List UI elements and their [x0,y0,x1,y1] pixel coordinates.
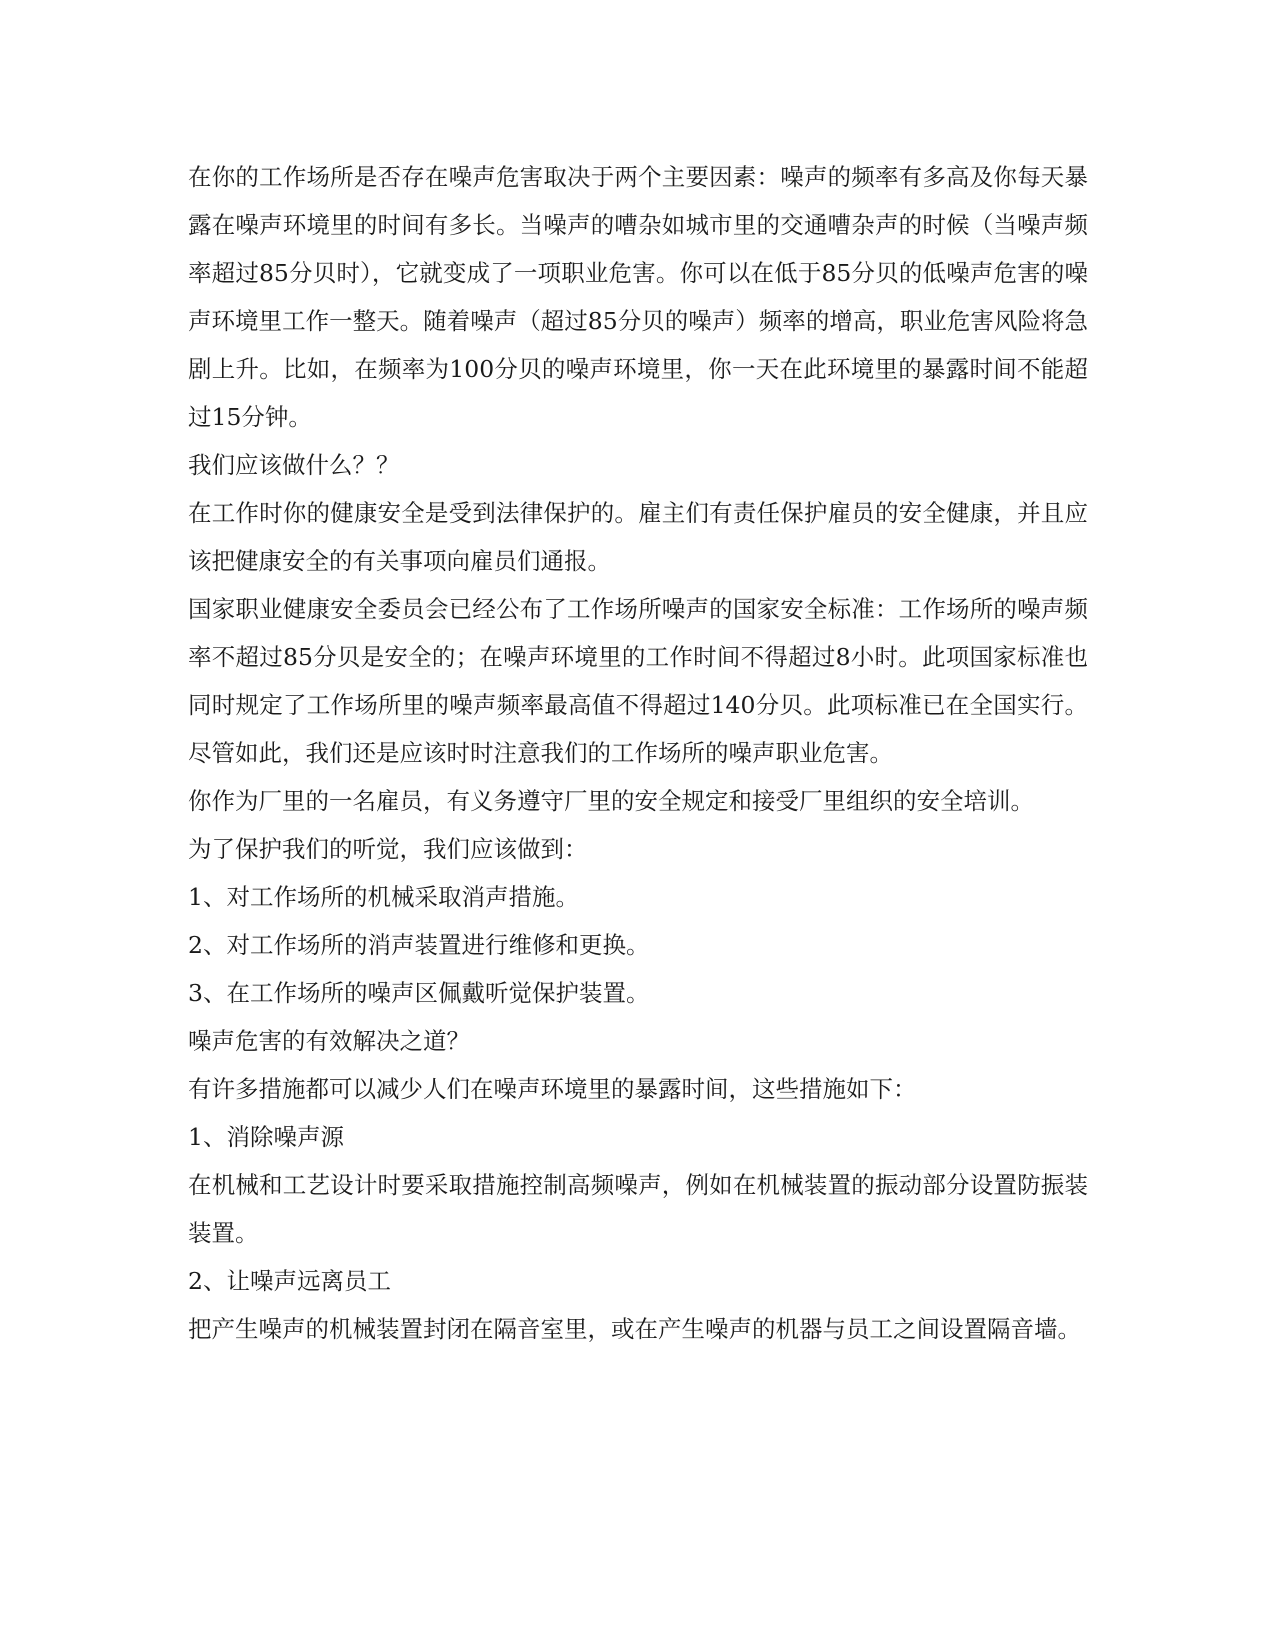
paragraph-legal-protection: 在工作时你的健康安全是受到法律保护的。雇主们有责任保护雇员的安全健康，并且应该把健康安全的有关事项向雇员们通报。 [188,499,1088,575]
document-body [188,153,1088,1353]
heading-effective-solution: 噪声危害的有效解决之道？ [188,1027,470,1055]
paragraph-national-standard: 国家职业健康安全委员会已经公布了工作场所噪声的国家安全标准：工作场所的噪声频率不超过85分贝是安全的；在噪声环境里的工作时间不得超过8小时。此项国家标准也同时规定了工作场所里的噪声频率最高值不得超过140分贝。此项标准已在全国实行。尽管如此，我们还是应该时时注意我们的工作场所的噪声职业危害。 [188,595,1088,767]
measure-heading-1: 1、消除噪声源 [188,1123,344,1151]
paragraph-measures-intro: 有许多措施都可以减少人们在噪声环境里的暴露时间，这些措施如下： [188,1075,917,1103]
paragraph-employee-duty: 你作为厂里的一名雇员，有义务遵守厂里的安全规定和接受厂里组织的安全培训。 [188,787,1034,815]
paragraph-protect-hearing-intro: 为了保护我们的听觉，我们应该做到： [188,835,588,863]
list-item-2: 2、对工作场所的消声装置进行维修和更换。 [188,931,650,959]
list-item-3: 3、在工作场所的噪声区佩戴听觉保护装置。 [188,979,650,1007]
list-item-1: 1、对工作场所的机械采取消声措施。 [188,883,579,911]
paragraph-noise-hazard-factors: 在你的工作场所是否存在噪声危害取决于两个主要因素：噪声的频率有多高及你每天暴露在噪声环境里的时间有多长。当噪声的嘈杂如城市里的交通嘈杂声的时候（当噪声频率超过85分贝时），它就变成了一项职业危害。你可以在低于85分贝的低噪声危害的噪声环境里工作一整天。随着噪声（超过85分贝的噪声）频率的增高，职业危害风险将急剧上升。比如，在频率为100分贝的噪声环境里，你一天在此环境里的暴露时间不能超过15分钟。 [188,163,1088,431]
paragraph-eliminate-source: 在机械和工艺设计时要采取措施控制高频噪声，例如在机械装置的振动部分设置防振装装置。 [188,1171,1088,1247]
measure-heading-2: 2、让噪声远离员工 [188,1267,391,1295]
heading-what-to-do: 我们应该做什么？？ [188,451,400,479]
paragraph-isolate-noise: 把产生噪声的机械装置封闭在隔音室里，或在产生噪声的机器与员工之间设置隔音墙。 [188,1315,1081,1343]
